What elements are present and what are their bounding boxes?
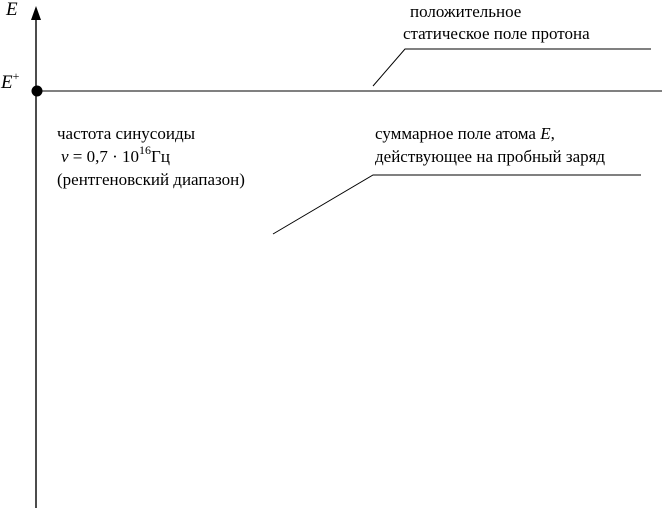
sinusoid-note-line1: частота синусоиды: [57, 124, 196, 143]
formula-value: = 0,7 · 10: [72, 147, 140, 166]
proton-field-line1: положительное: [410, 2, 522, 21]
level-label: [1, 69, 20, 94]
formula-unit: Гц: [151, 147, 170, 166]
total-field-symbol: E: [540, 124, 551, 143]
level-point: [32, 86, 43, 97]
y-axis-label: [6, 0, 18, 20]
sinusoid-frequency-formula: [61, 143, 170, 169]
total-field-line1: [375, 123, 555, 145]
level-label-symbol: E: [1, 72, 13, 93]
total-field-prefix: суммарное поле атома: [375, 124, 541, 143]
total-field-suffix: ,: [550, 124, 555, 143]
formula-exponent: 16: [139, 143, 152, 157]
total-field-line2: действующее на пробный заряд: [375, 147, 606, 166]
nu-symbol: ν: [61, 147, 69, 166]
sinusoid-note-line3: (рентгеновский диапазон): [57, 170, 245, 189]
total-field-label-leader: [273, 175, 641, 234]
proton-label-leader: [373, 49, 651, 86]
y-axis-symbol: E: [6, 0, 18, 20]
axis-arrowhead: [31, 6, 41, 20]
level-label-superscript: +: [12, 69, 20, 83]
proton-field-line2: статическое поле протона: [403, 24, 590, 43]
